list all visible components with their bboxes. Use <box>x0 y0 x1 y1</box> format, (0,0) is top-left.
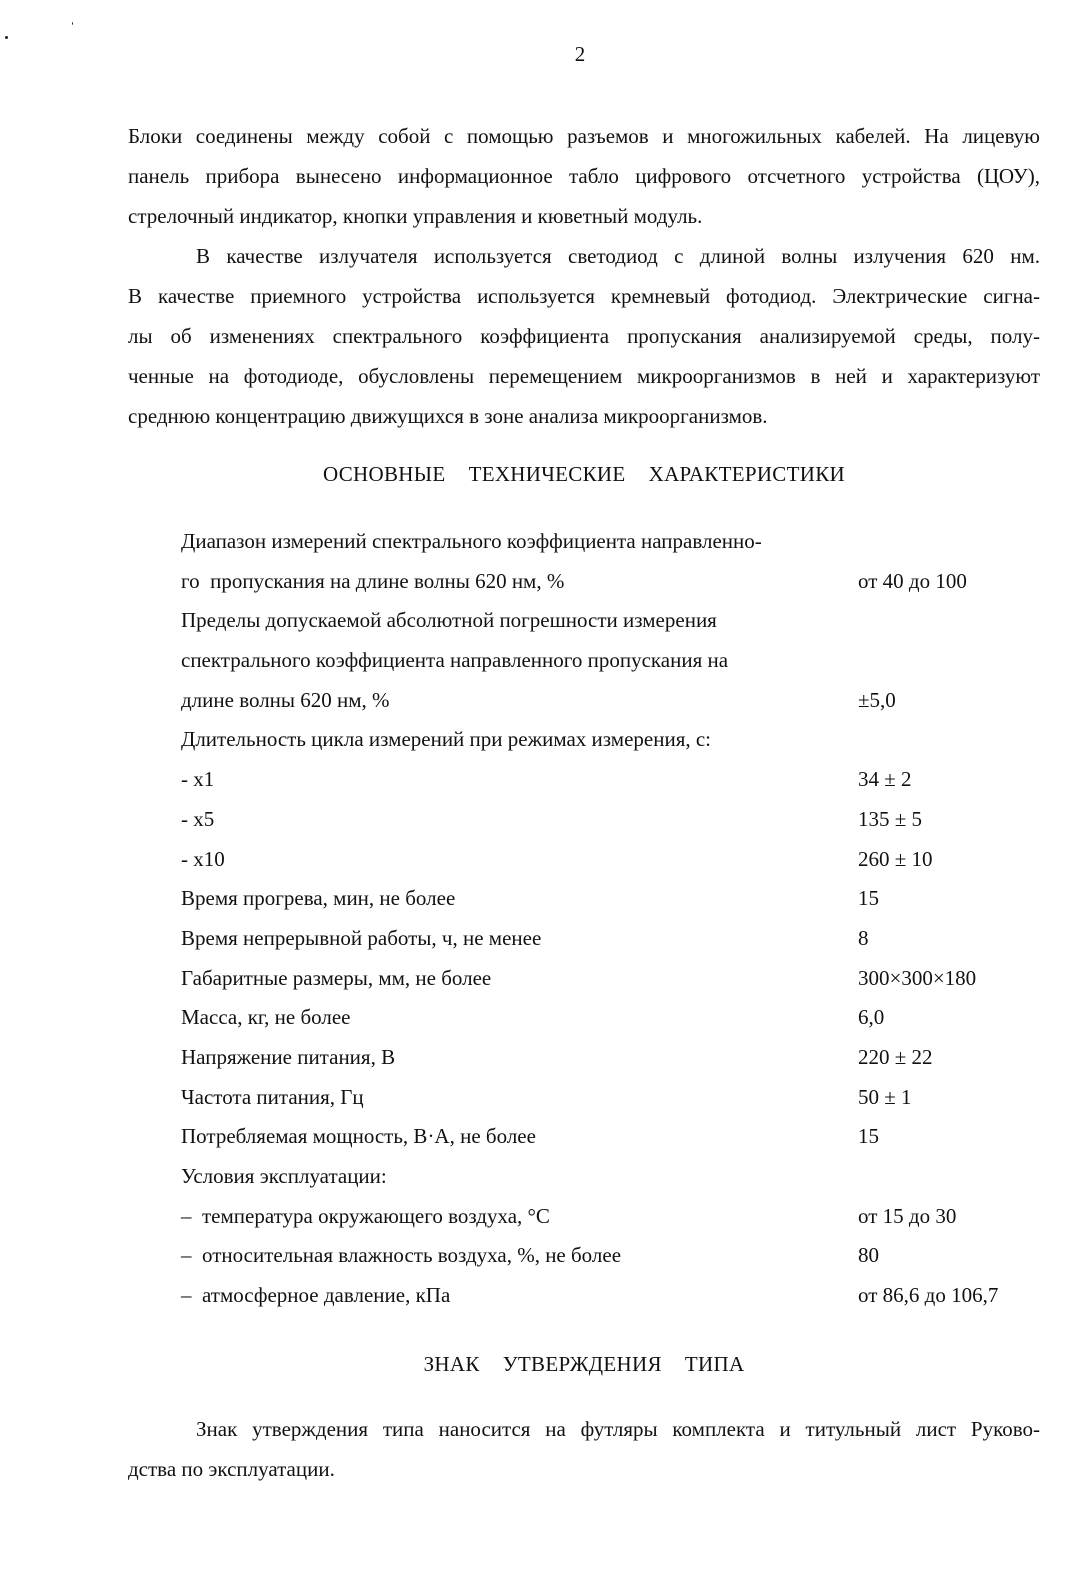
spec-label: Потребляемая мощность, В·А, не более <box>181 1124 536 1149</box>
spec-label: Габаритные размеры, мм, не более <box>181 965 492 990</box>
spec-row <box>181 1236 1041 1276</box>
spec-row <box>181 998 1041 1038</box>
specs-table <box>181 522 1041 1316</box>
spec-row <box>181 641 1041 681</box>
spec-label: - х10 <box>181 846 225 871</box>
spec-row <box>181 1038 1041 1078</box>
spec-value: 15 <box>858 1124 879 1149</box>
spec-row <box>181 720 1041 760</box>
spec-row <box>181 562 1041 602</box>
text-line: среднюю концентрацию движущихся в зоне анализа микроорганизмов. <box>128 404 768 428</box>
text-line: стрелочный индикатор, кнопки управления и кюветный модуль. <box>128 204 703 228</box>
spec-row <box>181 959 1041 999</box>
spec-value: 6,0 <box>858 1005 885 1030</box>
text-line: дства по эксплуатации. <box>128 1457 335 1481</box>
spec-row <box>181 1276 1041 1316</box>
spec-row <box>181 1117 1041 1157</box>
scan-artifact-mark <box>72 22 73 25</box>
spec-label: – относительная влажность воздуха, %, не более <box>181 1243 622 1268</box>
intro-paragraph-1 <box>128 116 1040 236</box>
spec-label: Масса, кг, не более <box>181 1005 351 1030</box>
spec-row <box>181 919 1041 959</box>
spec-value: 50 ± 1 <box>858 1084 912 1109</box>
spec-label: Длительность цикла измерений при режимах измерения, с: <box>181 727 712 752</box>
text-line: Знак утверждения типа наносится на футляры комплекта и титульный лист Руково- <box>196 1417 1040 1441</box>
spec-value: ±5,0 <box>858 687 896 712</box>
spec-value: 135 ± 5 <box>858 806 923 831</box>
spec-label: Напряжение питания, В <box>181 1044 396 1069</box>
spec-label: Время прогрева, мин, не более <box>181 886 456 911</box>
spec-label: - х1 <box>181 767 215 792</box>
spec-row <box>181 760 1041 800</box>
text-line: панель прибора вынесено информационное табло цифрового отсчетного устройства (ЦОУ), <box>128 164 1040 188</box>
spec-label: - х5 <box>181 806 215 831</box>
spec-row <box>181 681 1041 721</box>
spec-label: го пропускания на длине волны 620 нм, % <box>181 568 565 593</box>
spec-value: 34 ± 2 <box>858 767 912 792</box>
spec-row <box>181 522 1041 562</box>
page-number: 2 <box>574 42 586 66</box>
text-line: Блоки соединены между собой с помощью разъемов и многожильных кабелей. На лицевую <box>128 124 1040 148</box>
spec-label: Частота питания, Гц <box>181 1084 364 1109</box>
text-line: В качестве приемного устройства используется кремневый фотодиод. Электрические сигна- <box>128 284 1040 308</box>
spec-label: – температура окружающего воздуха, °С <box>181 1203 550 1228</box>
spec-row <box>181 840 1041 880</box>
spec-row <box>181 1078 1041 1118</box>
spec-label: Диапазон измерений спектрального коэффициента направленно- <box>181 529 762 553</box>
spec-row <box>181 879 1041 919</box>
spec-label: спектрального коэффициента направленного пропускания на <box>181 648 729 673</box>
text-line: В качестве излучателя используется светодиод с длиной волны излучения 620 нм. <box>196 244 1040 268</box>
spec-value: 300×300×180 <box>858 965 977 990</box>
spec-row <box>181 800 1041 840</box>
spec-value: от 15 до 30 <box>858 1203 957 1228</box>
spec-value: 80 <box>858 1243 879 1268</box>
spec-label: Время непрерывной работы, ч, не менее <box>181 925 542 950</box>
spec-value: от 40 до 100 <box>858 568 967 593</box>
spec-value: 260 ± 10 <box>858 846 933 871</box>
spec-row <box>181 601 1041 641</box>
spec-label: Пределы допускаемой абсолютной погрешности измерения <box>181 608 717 633</box>
spec-label: – атмосферное давление, кПа <box>181 1283 451 1308</box>
text-line: ченные на фотодиоде, обусловлены перемещением микроорганизмов в ней и характеризуют <box>128 364 1040 388</box>
text-line: лы об изменениях спектрального коэффициента пропускания анализируемой среды, полу- <box>128 324 1040 348</box>
spec-label: Условия эксплуатации: <box>181 1164 387 1188</box>
spec-row <box>181 1197 1041 1237</box>
spec-label: длине волны 620 нм, % <box>181 687 390 712</box>
spec-value: от 86,6 до 106,7 <box>858 1283 999 1308</box>
spec-value: 220 ± 22 <box>858 1044 933 1069</box>
scan-artifact-dot <box>5 36 8 39</box>
spec-value: 15 <box>858 886 879 911</box>
intro-paragraph-2 <box>128 236 1040 436</box>
spec-value: 8 <box>858 925 869 950</box>
spec-row <box>181 1157 1041 1197</box>
approval-paragraph <box>128 1409 1040 1489</box>
specs-heading: ОСНОВНЫЕ ТЕХНИЧЕСКИЕ ХАРАКТЕРИСТИКИ <box>323 462 845 486</box>
approval-heading: ЗНАК УТВЕРЖДЕНИЯ ТИПА <box>423 1352 745 1376</box>
